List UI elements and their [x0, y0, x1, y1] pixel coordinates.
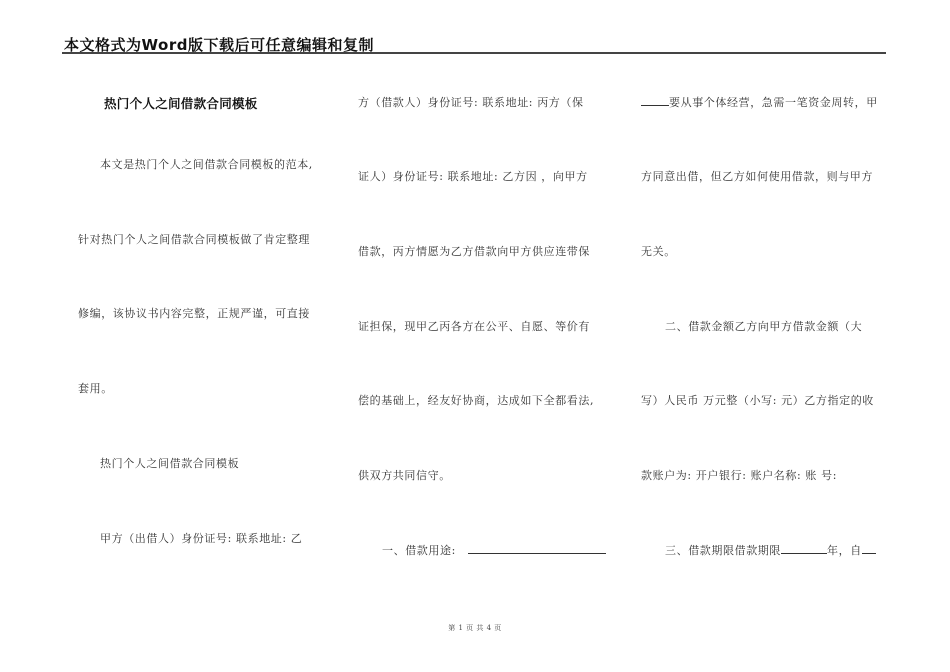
- blank-underline: [862, 543, 876, 554]
- blank-underline: [641, 95, 669, 106]
- section-heading: 热门个人之间借款合同模板: [100, 457, 240, 470]
- clause-label: 三、借款期限借款期限: [665, 544, 781, 557]
- document-title: 热门个人之间借款合同模板: [104, 96, 258, 111]
- clause-text: 年，自: [827, 544, 862, 557]
- header-divider: [62, 52, 886, 54]
- paragraph-line: 证担保，现甲乙丙各方在公平、自愿、等价有: [358, 320, 590, 333]
- paragraph-line: 修编，该协议书内容完整，正规严谨，可直接: [78, 307, 310, 320]
- clause-line: [665, 542, 876, 558]
- paragraph-line: 写）人民币 万元整（小写: 元）乙方指定的收: [641, 394, 874, 407]
- paragraph-line: 借款，丙方情愿为乙方借款向甲方供应连带保: [358, 245, 590, 258]
- paragraph-line: 供双方共同信守。: [358, 469, 451, 482]
- document-banner: 本文格式为Word版下载后可任意编辑和复制: [64, 36, 374, 54]
- page-number: 第 1 页 共 4 页: [448, 624, 502, 632]
- blank-underline: [468, 543, 606, 554]
- paragraph-line: 款账户为: 开户银行: 账户名称: 账 号:: [641, 469, 838, 482]
- paragraph-line: 针对热门个人之间借款合同模板做了肯定整理: [78, 233, 310, 246]
- blank-underline: [781, 543, 827, 554]
- paragraph-line: 偿的基础上，经友好协商，达成如下全都看法,: [358, 394, 595, 407]
- paragraph-line: 二、借款金额乙方向甲方借款金额（大: [665, 320, 863, 333]
- paragraph-text: 要从事个体经营，急需一笔资金周转，甲: [669, 96, 878, 109]
- paragraph-line: 方（借款人）身份证号: 联系地址: 丙方（保: [358, 96, 584, 109]
- clause-line: [641, 94, 878, 110]
- paragraph-line: 证人）身份证号: 联系地址: 乙方因 ，向甲方: [358, 170, 588, 183]
- paragraph-line: 无关。: [641, 245, 676, 258]
- clause-label: 一、借款用途:: [382, 544, 456, 557]
- paragraph-line: 本文是热门个人之间借款合同模板的范本,: [100, 158, 313, 171]
- paragraph-line: 甲方（出借人）身份证号: 联系地址: 乙: [100, 532, 303, 545]
- paragraph-line: 套用。: [78, 382, 113, 395]
- clause-line: [382, 542, 606, 558]
- paragraph-line: 方同意出借，但乙方如何使用借款，则与甲方: [641, 170, 873, 183]
